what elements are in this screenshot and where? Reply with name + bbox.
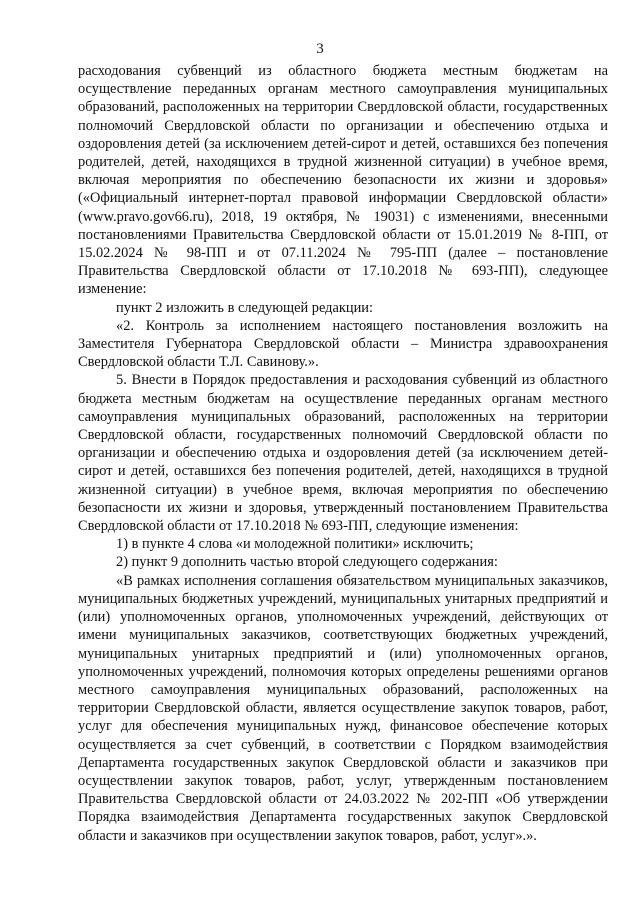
paragraph-change-2: 2) пункт 9 дополнить частью второй следующего содержания: [116, 554, 498, 571]
paragraph-item-2-text: «2. Контроль за исполнением настоящего постановления возложить на Заместителя Губернатора Свердловской области – Министра здравоохранения Свердловской области Т.Л. Савинову.». [78, 317, 608, 371]
page-number: 3 [316, 41, 324, 57]
paragraph-change-1: 1) в пункте 4 слова «и молодежной политики» исключить; [116, 536, 474, 553]
paragraph-quoted-text: «В рамках исполнения соглашения обязательством муниципальных заказчиков, муниципальных бюджетных учреждений, муниципальных унитарных предприятий и (или) уполномоченных органов, уполномоченных учреждений, действующих от имени муниципальных заказчиков, соответствующих бюджетных учреждений, муниципальных унитарных предприятий и (или) уполномоченных органов, уполномоченных учреждений, полномочия которых определены решениями органов местного самоуправления муниципальных образований, расположенных на территории Свердловской области, является осуществление закупок товаров, работ, услуг для обеспечения муниципальных нужд, финансовое обеспечение которых осуществляется за счет субвенций, в соответствии с Порядком взаимодействия Департамента государственных закупок Свердловской области и заказчиков при осуществлении закупок товаров, работ, услуг, утвержденным постановлением Правительства Свердловской области от 24.03.2022 № 202-ПП «Об утверждении Порядка взаимодействия Департамента государственных закупок Свердловской области и заказчиков при осуществлении закупок товаров, работ, услуг».». [78, 572, 608, 844]
paragraph-section-5: 5. Внести в Порядок предоставления и расходования субвенций из областного бюджета местным бюджетам на осуществление переданных органам местного самоуправления муниципальных образований, расположенных на территории Свердловской области, государственных полномочий Свердловской области по организации и обеспечению отдыха и оздоровления детей (за исключением детей-сирот и детей, оставшихся без попечения родителей, детей, находящихся в трудной жизненной ситуации) в учебное время, включая мероприятия по обеспечению безопасности их жизни и здоровья, утвержденный постановлением Правительства Свердловской области от 17.10.2018 № 693-ПП, следующие изменения: [78, 372, 608, 535]
paragraph-item-2-intro: пункт 2 изложить в следующей редакции: [116, 299, 373, 316]
paragraph-decree-continuation: расходования субвенций из областного бюджета местным бюджетам на осуществление переданных органам местного самоуправления муниципальных образований, расположенных на территории Свердловской области, государственных полномочий Свердловской области по организации и обеспечению отдыха и оздоровления детей (за исключением детей-сирот и детей, оставшихся без попечения родителей, детей, находящихся в трудной жизненной ситуации) в учебное время, включая мероприятия по обеспечению безопасности их жизни и здоровья» («Официальный интернет-портал правовой информации Свердловской области» (www.pravo.gov66.ru), 2018, 19 октября, № 19031) с изменениями, внесенными постановлениями Правительства Свердловской области от 15.01.2019 № 8-ПП, от 15.02.2024 № 98-ПП и от 07.11.2024 № 795-ПП (далее – постановление Правительства Свердловской области от 17.10.2018 № 693-ПП), следующее изменение: [78, 63, 608, 298]
